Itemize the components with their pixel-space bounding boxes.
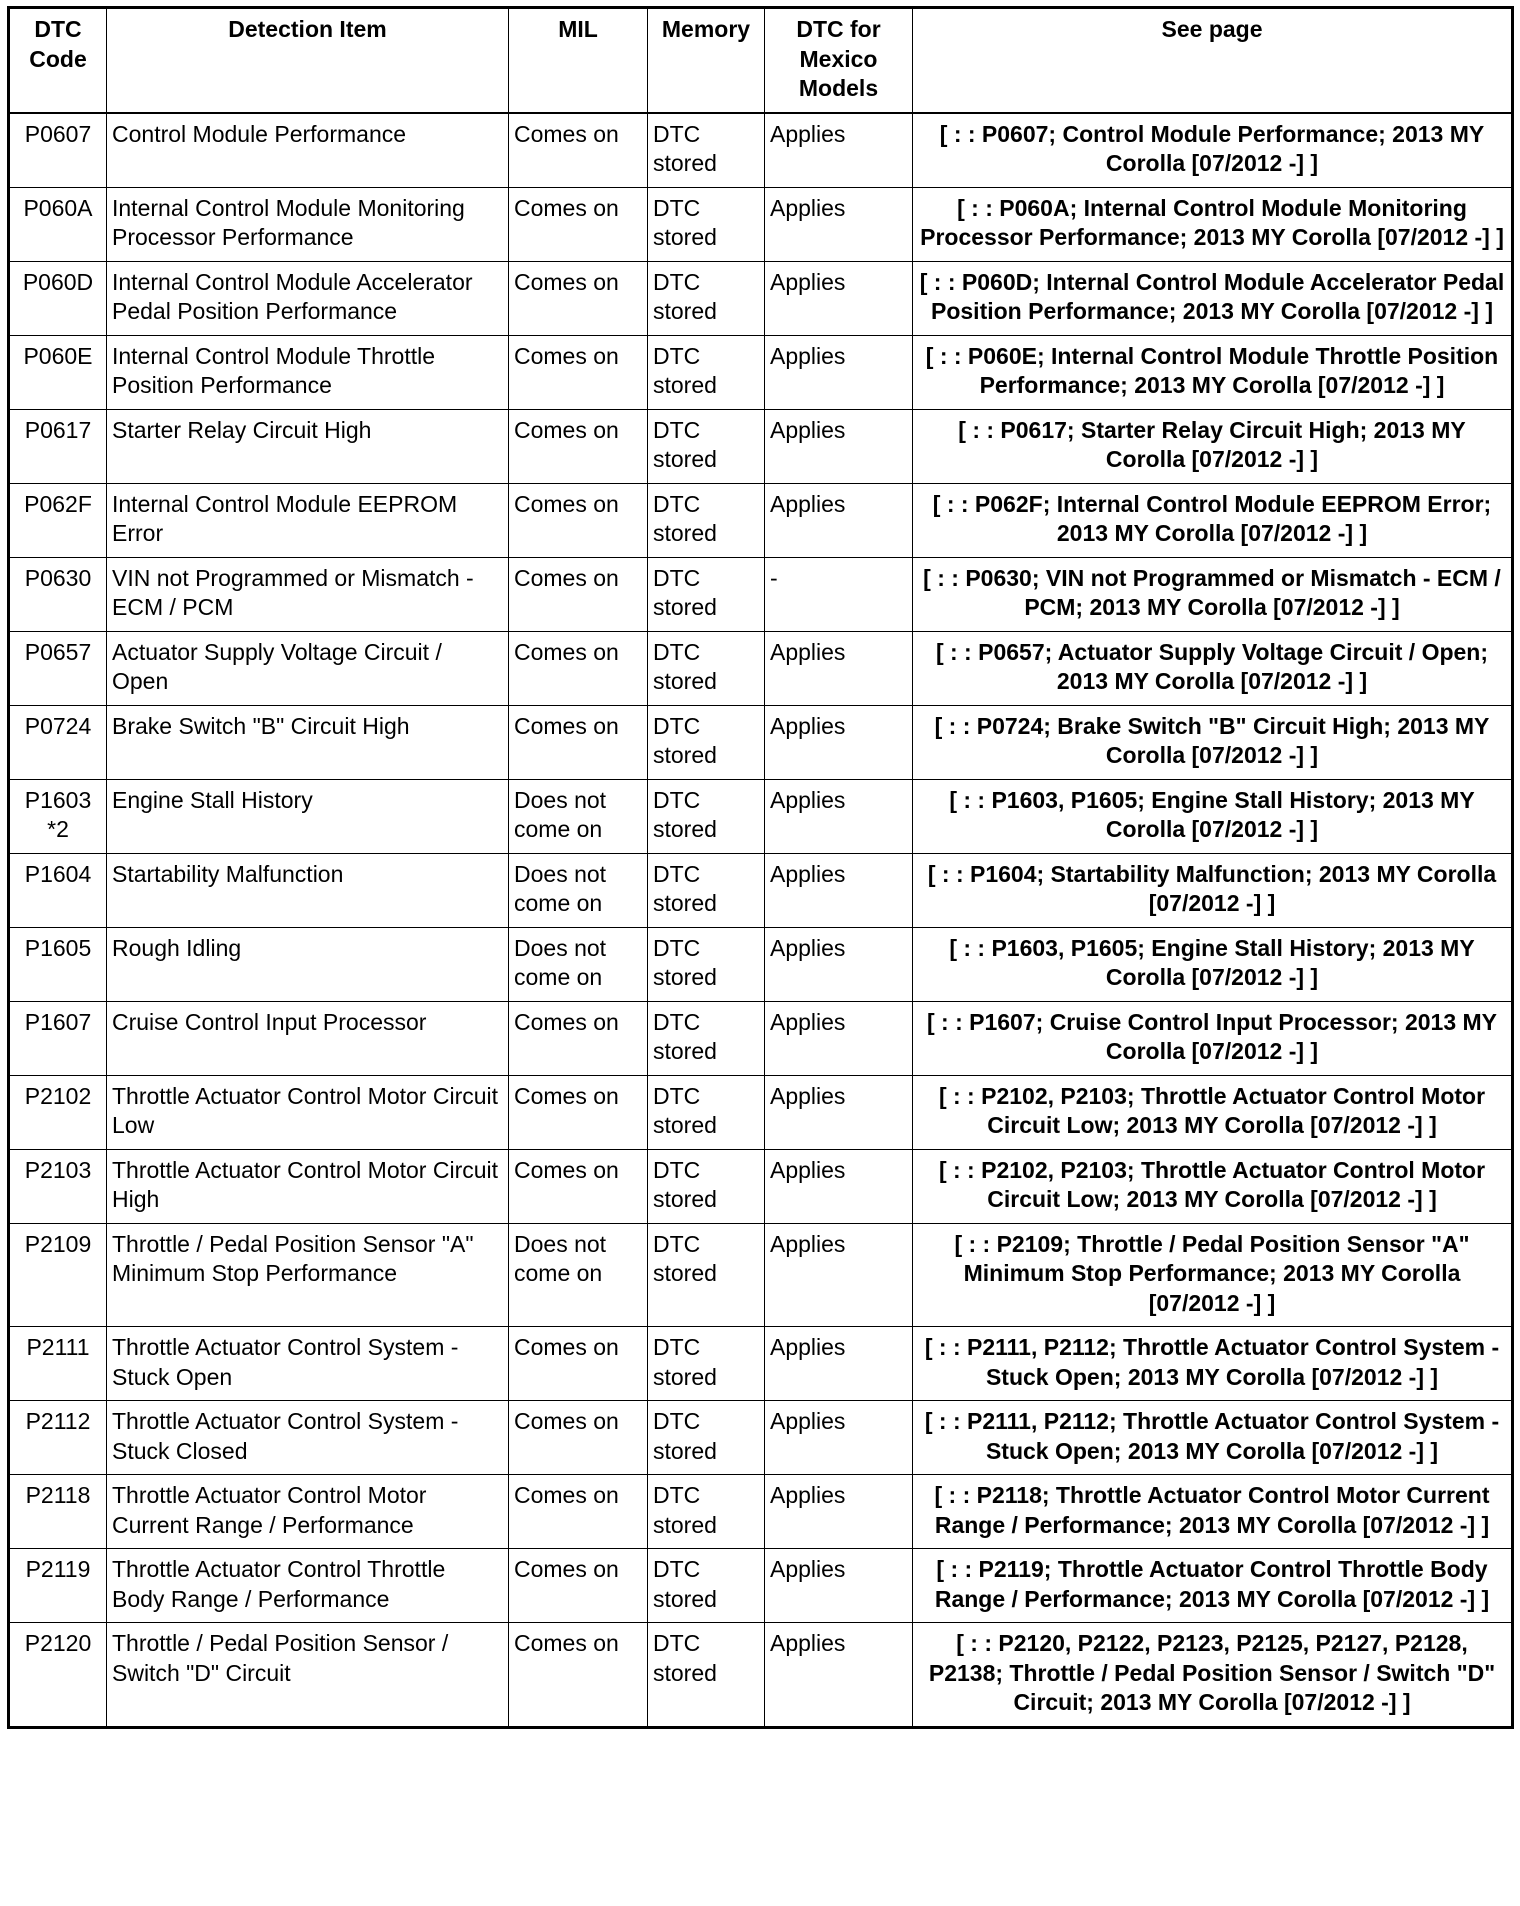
detection-item: Engine Stall History [107,779,509,853]
mil-status: Comes on [509,557,648,631]
header-memory: Memory [648,8,765,113]
dtc-code: P2120 [9,1623,107,1728]
table-row [9,779,1513,853]
detection-item: Throttle Actuator Control Throttle Body Range / Performance [107,1549,509,1623]
table-row [9,1475,1513,1549]
table-row [9,1327,1513,1401]
mil-status: Comes on [509,1149,648,1223]
see-page-link[interactable]: [ : : P062F; Internal Control Module EEPROM Error; 2013 MY Corolla [07/2012 -] ] [913,483,1513,557]
memory-status: DTC stored [648,261,765,335]
dtc-code: P2111 [9,1327,107,1401]
dtc-code: P0657 [9,631,107,705]
dtc-code: P060E [9,335,107,409]
detection-item: Brake Switch "B" Circuit High [107,705,509,779]
dtc-code: P060D [9,261,107,335]
table-row [9,409,1513,483]
detection-item: VIN not Programmed or Mismatch - ECM / PCM [107,557,509,631]
header-mexico: DTC for Mexico Models [765,8,913,113]
see-page-link[interactable]: [ : : P1603, P1605; Engine Stall History; 2013 MY Corolla [07/2012 -] ] [913,927,1513,1001]
detection-item: Throttle / Pedal Position Sensor / Switch "D" Circuit [107,1623,509,1728]
dtc-code: P1603 *2 [9,779,107,853]
detection-item: Internal Control Module EEPROM Error [107,483,509,557]
mexico-applies: Applies [765,1401,913,1475]
mexico-applies: Applies [765,261,913,335]
mexico-applies: Applies [765,631,913,705]
see-page-link[interactable]: [ : : P1603, P1605; Engine Stall History; 2013 MY Corolla [07/2012 -] ] [913,779,1513,853]
table-row [9,1401,1513,1475]
header-see-page: See page [913,8,1513,113]
memory-status: DTC stored [648,409,765,483]
detection-item: Startability Malfunction [107,853,509,927]
detection-item: Internal Control Module Accelerator Pedal Position Performance [107,261,509,335]
see-page-link[interactable]: [ : : P060E; Internal Control Module Throttle Position Performance; 2013 MY Corolla [07/2012 -] ] [913,335,1513,409]
detection-item: Actuator Supply Voltage Circuit / Open [107,631,509,705]
table-row [9,1549,1513,1623]
mil-status: Comes on [509,261,648,335]
detection-item: Cruise Control Input Processor [107,1001,509,1075]
mexico-applies: Applies [765,483,913,557]
see-page-link[interactable]: [ : : P2120, P2122, P2123, P2125, P2127, P2128, P2138; Throttle / Pedal Position Sensor / Switch "D" Circuit; 2013 MY Corolla [07/2012 -] ] [913,1623,1513,1728]
memory-status: DTC stored [648,631,765,705]
mil-status: Does not come on [509,779,648,853]
see-page-link[interactable]: [ : : P2109; Throttle / Pedal Position Sensor "A" Minimum Stop Performance; 2013 MY Corolla [07/2012 -] ] [913,1223,1513,1327]
see-page-link[interactable]: [ : : P2102, P2103; Throttle Actuator Control Motor Circuit Low; 2013 MY Corolla [07/2012 -] ] [913,1075,1513,1149]
memory-status: DTC stored [648,1623,765,1728]
mil-status: Comes on [509,1401,648,1475]
mexico-applies: Applies [765,113,913,188]
see-page-link[interactable]: [ : : P0657; Actuator Supply Voltage Circuit / Open; 2013 MY Corolla [07/2012 -] ] [913,631,1513,705]
mexico-applies: Applies [765,1149,913,1223]
mexico-applies: Applies [765,1075,913,1149]
memory-status: DTC stored [648,1475,765,1549]
detection-item: Control Module Performance [107,113,509,188]
mexico-applies: - [765,557,913,631]
mil-status: Comes on [509,1327,648,1401]
see-page-link[interactable]: [ : : P1604; Startability Malfunction; 2013 MY Corolla [07/2012 -] ] [913,853,1513,927]
memory-status: DTC stored [648,1223,765,1327]
detection-item: Throttle Actuator Control System - Stuck Open [107,1327,509,1401]
detection-item: Throttle Actuator Control Motor Circuit High [107,1149,509,1223]
header-mil: MIL [509,8,648,113]
table-row [9,113,1513,188]
mil-status: Comes on [509,1075,648,1149]
memory-status: DTC stored [648,335,765,409]
memory-status: DTC stored [648,113,765,188]
memory-status: DTC stored [648,187,765,261]
detection-item: Throttle / Pedal Position Sensor "A" Minimum Stop Performance [107,1223,509,1327]
mil-status: Comes on [509,409,648,483]
table-row [9,1001,1513,1075]
dtc-code: P2112 [9,1401,107,1475]
dtc-code: P1605 [9,927,107,1001]
detection-item: Starter Relay Circuit High [107,409,509,483]
see-page-link[interactable]: [ : : P060A; Internal Control Module Monitoring Processor Performance; 2013 MY Corolla [07/2012 -] ] [913,187,1513,261]
detection-item: Throttle Actuator Control System - Stuck Closed [107,1401,509,1475]
memory-status: DTC stored [648,927,765,1001]
mexico-applies: Applies [765,1475,913,1549]
mil-status: Comes on [509,705,648,779]
table-row [9,1623,1513,1728]
memory-status: DTC stored [648,779,765,853]
detection-item: Rough Idling [107,927,509,1001]
mexico-applies: Applies [765,779,913,853]
dtc-code: P062F [9,483,107,557]
mil-status: Does not come on [509,927,648,1001]
table-row [9,1223,1513,1327]
dtc-code: P060A [9,187,107,261]
mil-status: Comes on [509,1549,648,1623]
memory-status: DTC stored [648,705,765,779]
header-dtc-code: DTC Code [9,8,107,113]
table-row [9,557,1513,631]
dtc-code: P2119 [9,1549,107,1623]
detection-item: Throttle Actuator Control Motor Current Range / Performance [107,1475,509,1549]
dtc-code: P0607 [9,113,107,188]
see-page-link[interactable]: [ : : P2119; Throttle Actuator Control Throttle Body Range / Performance; 2013 MY Corolla [07/2012 -] ] [913,1549,1513,1623]
memory-status: DTC stored [648,1075,765,1149]
dtc-code: P0630 [9,557,107,631]
mexico-applies: Applies [765,1549,913,1623]
dtc-code: P2109 [9,1223,107,1327]
detection-item: Throttle Actuator Control Motor Circuit Low [107,1075,509,1149]
table-row [9,187,1513,261]
dtc-code: P2103 [9,1149,107,1223]
dtc-code: P1604 [9,853,107,927]
table-row [9,631,1513,705]
see-page-link[interactable]: [ : : P0724; Brake Switch "B" Circuit High; 2013 MY Corolla [07/2012 -] ] [913,705,1513,779]
mil-status: Comes on [509,1475,648,1549]
table-row [9,261,1513,335]
mil-status: Comes on [509,113,648,188]
memory-status: DTC stored [648,853,765,927]
table-row [9,1075,1513,1149]
dtc-table [7,6,1514,1729]
see-page-link[interactable]: [ : : P0617; Starter Relay Circuit High; 2013 MY Corolla [07/2012 -] ] [913,409,1513,483]
detection-item: Internal Control Module Monitoring Processor Performance [107,187,509,261]
header-detection-item: Detection Item [107,8,509,113]
table-header-row [9,8,1513,113]
see-page-link[interactable]: [ : : P1607; Cruise Control Input Processor; 2013 MY Corolla [07/2012 -] ] [913,1001,1513,1075]
see-page-link[interactable]: [ : : P0630; VIN not Programmed or Mismatch - ECM / PCM; 2013 MY Corolla [07/2012 -] ] [913,557,1513,631]
see-page-link[interactable]: [ : : P2102, P2103; Throttle Actuator Control Motor Circuit Low; 2013 MY Corolla [07/2012 -] ] [913,1149,1513,1223]
mil-status: Comes on [509,1623,648,1728]
mil-status: Comes on [509,187,648,261]
memory-status: DTC stored [648,483,765,557]
mexico-applies: Applies [765,187,913,261]
mil-status: Comes on [509,483,648,557]
detection-item: Internal Control Module Throttle Position Performance [107,335,509,409]
mil-status: Comes on [509,1001,648,1075]
mexico-applies: Applies [765,927,913,1001]
see-page-link[interactable]: [ : : P2118; Throttle Actuator Control Motor Current Range / Performance; 2013 MY Corolla [07/2012 -] ] [913,1475,1513,1549]
mexico-applies: Applies [765,335,913,409]
see-page-link[interactable]: [ : : P060D; Internal Control Module Accelerator Pedal Position Performance; 2013 MY Corolla [07/2012 -] ] [913,261,1513,335]
memory-status: DTC stored [648,1327,765,1401]
memory-status: DTC stored [648,1401,765,1475]
dtc-code: P0617 [9,409,107,483]
table-row [9,335,1513,409]
mexico-applies: Applies [765,1327,913,1401]
memory-status: DTC stored [648,1001,765,1075]
mexico-applies: Applies [765,409,913,483]
dtc-code: P2102 [9,1075,107,1149]
table-row [9,853,1513,927]
memory-status: DTC stored [648,1549,765,1623]
see-page-link[interactable]: [ : : P2111, P2112; Throttle Actuator Control System - Stuck Open; 2013 MY Corolla [07/2012 -] ] [913,1401,1513,1475]
dtc-code: P0724 [9,705,107,779]
memory-status: DTC stored [648,557,765,631]
dtc-code: P1607 [9,1001,107,1075]
mexico-applies: Applies [765,1623,913,1728]
see-page-link[interactable]: [ : : P2111, P2112; Throttle Actuator Control System - Stuck Open; 2013 MY Corolla [07/2012 -] ] [913,1327,1513,1401]
see-page-link[interactable]: [ : : P0607; Control Module Performance; 2013 MY Corolla [07/2012 -] ] [913,113,1513,188]
mexico-applies: Applies [765,1001,913,1075]
mexico-applies: Applies [765,705,913,779]
mexico-applies: Applies [765,853,913,927]
memory-status: DTC stored [648,1149,765,1223]
dtc-code: P2118 [9,1475,107,1549]
table-row [9,483,1513,557]
mil-status: Does not come on [509,853,648,927]
table-row [9,927,1513,1001]
mil-status: Comes on [509,335,648,409]
table-row [9,1149,1513,1223]
mil-status: Does not come on [509,1223,648,1327]
mexico-applies: Applies [765,1223,913,1327]
table-row [9,705,1513,779]
mil-status: Comes on [509,631,648,705]
